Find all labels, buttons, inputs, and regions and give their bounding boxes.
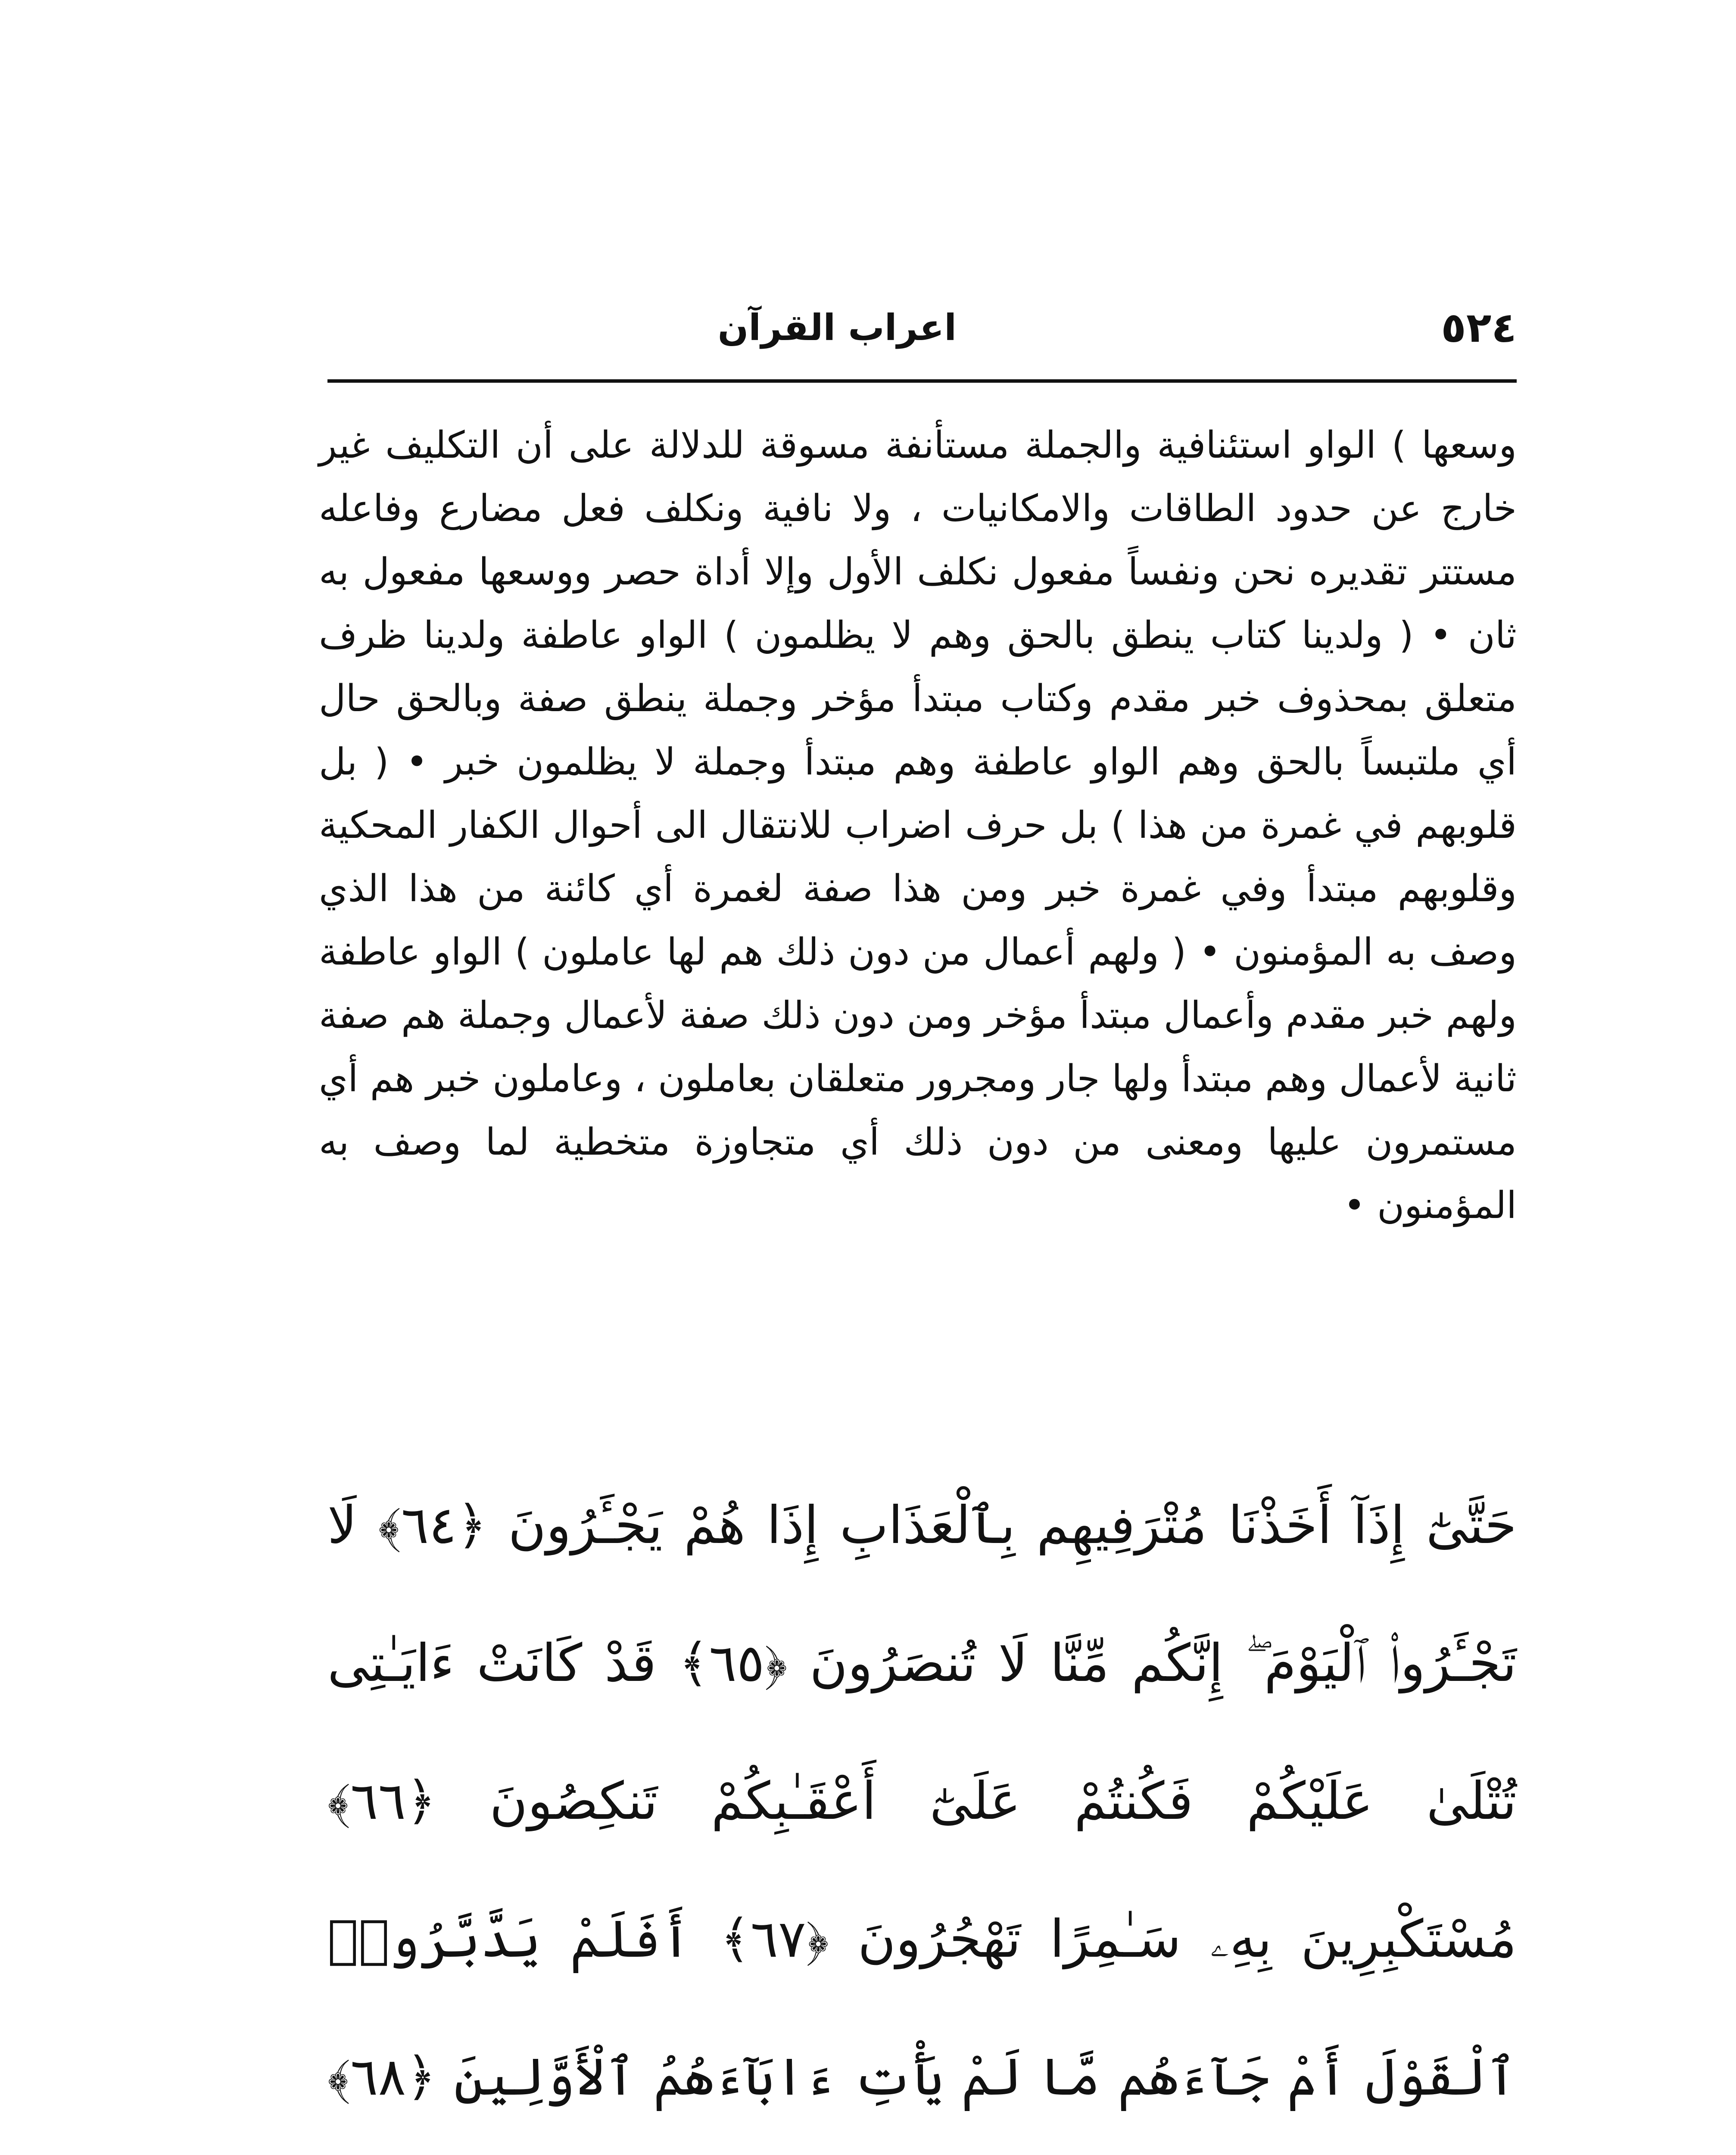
running-title: اعراب القرآن bbox=[717, 306, 957, 349]
header-divider bbox=[327, 379, 1517, 383]
grammatical-commentary: وسعها ) الواو استئنافية والجملة مستأنفة مسوقة للدلالة على أن التكليف غير خارج عن حدود الطاقات والامكانيات ، ولا نافية ونكلف فعل مضارع وفاعله مستتر تقديره نحن ونفساً مفعول نكلف الأول وإلا أداة حصر ووسعها مفعول به ثان • ( ولدينا كتاب ينطق بالحق وهم لا يظلمون ) الواو عاطفة ولدينا ظرف متعلق بمحذوف خبر مقدم وكتاب مبتدأ مؤخر وجملة ينطق صفة وبالحق حال أي ملتبساً بالحق وهم الواو عاطفة وهم مبتدأ وجملة لا يظلمون خبر • ( بل قلوبهم في غمرة من هذا ) بل حرف اضراب للانتقال الى أحوال الكفار المحكية وقلوبهم مبتدأ وفي غمرة خبر ومن هذا صفة لغمرة أي كائنة من هذا الذي وصف به المؤمنون • ( ولهم أعمال من دون ذلك هم لها عاملون ) الواو عاطفة ولهم خبر مقدم وأعمال مبتدأ مؤخر ومن دون ذلك صفة لأعمال وجملة هم صفة ثانية لأعمال وهم مبتدأ ولها جار ومجرور متعلقان بعاملون ، وعاملون خبر هم أي مستمرون عليها ومعنى من دون ذلك أي متجاوزة متخطية لما وصف به المؤمنون • bbox=[319, 424, 1517, 1227]
quran-verses: حَتَّىٰٓ إِذَآ أَخَذْنَا مُتْرَفِيهِم بِٱلْعَذَابِ إِذَا هُمْ يَجْـَٔرُونَ ﴿٦٤﴾ لَا تَجْـَٔرُوا۟ ٱلْيَوْمَ ۖ إِنَّكُم مِّنَّا لَا تُنصَرُونَ ﴿٦٥﴾ قَدْ كَانَتْ ءَايَـٰتِى تُتْلَىٰ عَلَيْكُمْ فَكُنتُمْ عَلَىٰٓ أَعْقَـٰبِكُمْ تَنكِصُونَ ﴿٦٦﴾ مُسْتَكْبِرِينَ بِهِۦ سَـٰمِرًا تَهْجُرُونَ ﴿٦٧﴾ أَفَلَمْ يَدَّبَّرُوا۟ ٱلْقَوْلَ أَمْ جَآءَهُم مَّا لَمْ يَأْتِ ءَابَآءَهُمُ ٱلْأَوَّلِينَ ﴿٦٨﴾ bbox=[327, 1496, 1517, 2107]
page-header bbox=[327, 297, 1517, 366]
page-number: ٥٢٤ bbox=[1441, 303, 1517, 352]
